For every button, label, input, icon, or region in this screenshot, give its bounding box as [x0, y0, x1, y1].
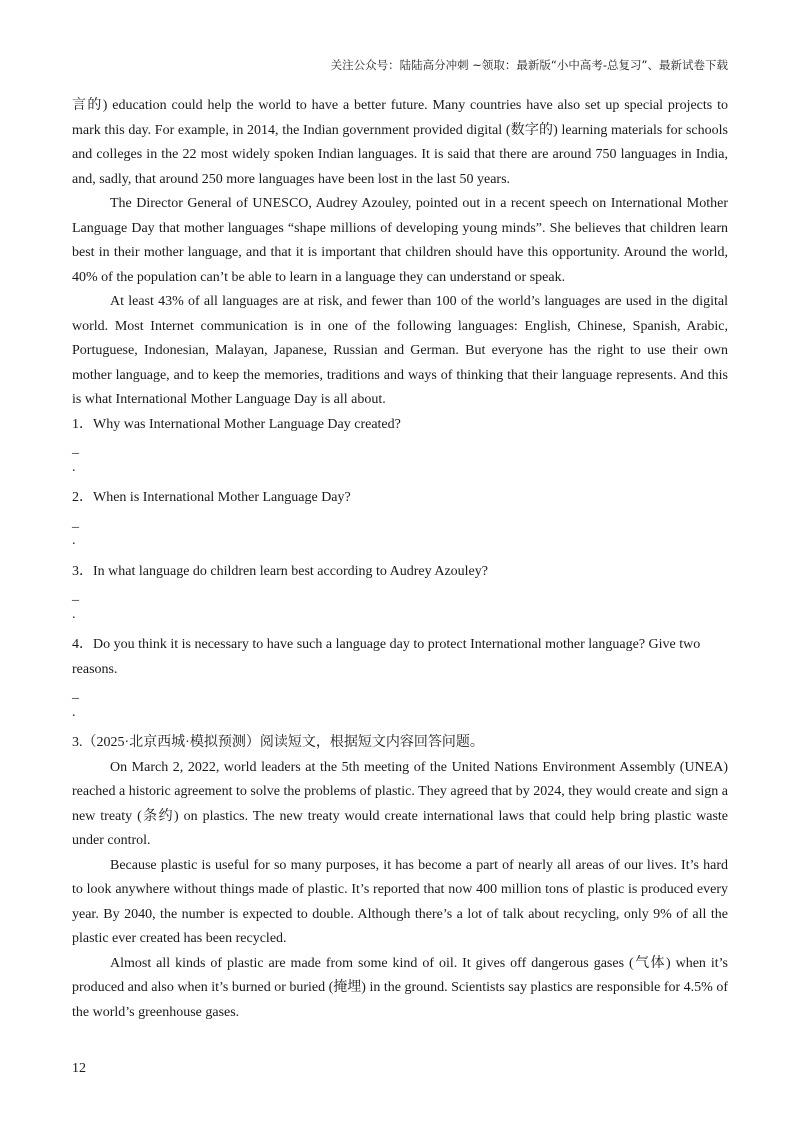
answer-line-period: . [72, 704, 76, 720]
answer-line-3[interactable] [72, 584, 728, 609]
answer-line-dash: _ [72, 686, 79, 701]
answer-line-period: . [72, 533, 76, 548]
section3-paragraph-2: Because plastic is useful for so many purposes, it has become a part of nearly all areas of our lives. It’s hard to look anywhere without things made of plastic. It’s reported that now 400 million tons of plastic is produced every year. By 2040, the number is expected to double. Although there’s a lot of talk about recycling, only 9% of all the plastic ever created has been recycled. [72, 857, 728, 946]
answer-end-4 [72, 704, 728, 732]
answer-line-dash: _ [72, 441, 79, 456]
answer-line-dash: _ [72, 514, 79, 530]
passage1-paragraph-2: The Director General of UNESCO, Audrey Azouley, pointed out in a recent speech on International Mother Language Day that mother languages “shape millions of developing young minds”. She believes that children learn best in their mother language, and that it is important that children should have this opportunity. Around the world, 40% of the population can’t be able to learn in a language they can understand or speak. [72, 196, 728, 285]
page-content [72, 94, 728, 1025]
answer-line-4[interactable] [72, 682, 728, 707]
question-4: 4．Do you think it is necessary to have such a language day to protect International mother language? Give two reasons. [72, 637, 701, 677]
section3-paragraph-1: On March 2, 2022, world leaders at the 5th meeting of the United Nations Environment Assembly (UNEA) reached a historic agreement to solve the problems of plastic. They agreed that by 2024, they would create and sign a new treaty (条约) on plastics. The new treaty would create international laws that could help bring plastic waste under control. [72, 759, 728, 848]
passage1-paragraph-1: 言的) education could help the world to have a better future. Many countries have also set up special projects to mark this day. For example, in 2014, the Indian government provided digital (数字的) learning materials for schools and colleges in the 22 most widely spoken Indian languages. It is said that there are around 750 languages in India, and, sadly, that around 250 more languages have been lost in the last 50 years. [72, 98, 728, 187]
answer-line-1[interactable] [72, 437, 728, 462]
question-1: 1．Why was International Mother Language Day created? [72, 416, 401, 432]
answer-line-dash: _ [72, 588, 79, 603]
answer-end-2 [72, 535, 728, 560]
page-header: 关注公众号：陆陆高分冲刺 ~领取：最新版“小中高考-总复习”、最新试卷下载 [330, 58, 728, 72]
question-2: 2．When is International Mother Language Day? [72, 490, 351, 505]
answer-line-2[interactable] [72, 511, 728, 536]
section-3-title: 3.（2025·北京西城·模拟预测）阅读短文，根据短文内容回答问题。 [72, 735, 484, 750]
answer-end-3 [72, 606, 728, 634]
answer-line-period: . [72, 606, 76, 622]
answer-line-period: . [72, 459, 76, 475]
page-number: 12 [72, 1061, 86, 1076]
answer-end-1 [72, 459, 728, 487]
section3-paragraph-3: Almost all kinds of plastic are made from some kind of oil. It gives off dangerous gases (气体) when it’s produced and also when it’s burned or buried (掩埋) in the ground. Scientists say plastics are responsible for 4.5% of the world’s greenhouse gases. [72, 955, 728, 1020]
passage1-paragraph-3: At least 43% of all languages are at risk, and fewer than 100 of the world’s languages are used in the digital world. Most Internet communication is in one of the following languages: English, Chinese, Spanish, Arabic, Portuguese, Indonesian, Malayan, Japanese, Russian and German. But everyone has the right to use their own mother language, and to keep the memories, traditions and ways of thinking that their language represents. And this is what International Mother Language Day is all about. [72, 294, 728, 407]
question-3: 3．In what language do children learn best according to Audrey Azouley? [72, 563, 488, 579]
